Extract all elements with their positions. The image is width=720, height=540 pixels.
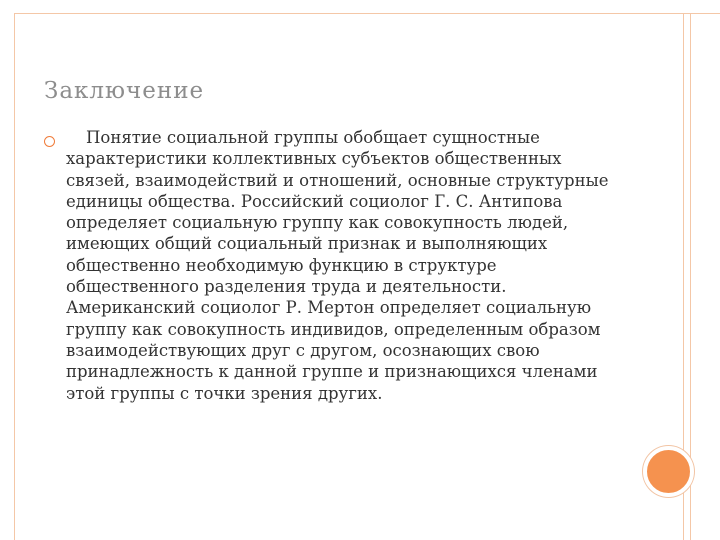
body-paragraph: Понятие социальной группы обобщает сущностные характеристики коллективных субъектов общественных связей, взаимодействий и отношений, основные структурные единицы общества. Российский социолог Г. С. Антипова определяет социальную группу как совокупность людей, имеющих общий социальный признак и выполняющих общественно необходимую функцию в структуре общественного разделения труда и деятельности. Американский социолог Р. Мертон определяет социальную группу как совокупность индивидов, определенным образом взаимодействующих друг с другом, осознающих свою принадлежность к данной группе и признающихся членами этой группы с точки зрения других.: [66, 128, 609, 403]
decorative-circle: [643, 446, 694, 497]
slide-title: Заключение: [44, 78, 205, 104]
frame-left-line: [14, 13, 15, 540]
bullet-icon: [44, 136, 55, 147]
frame-top-line: [14, 13, 720, 14]
